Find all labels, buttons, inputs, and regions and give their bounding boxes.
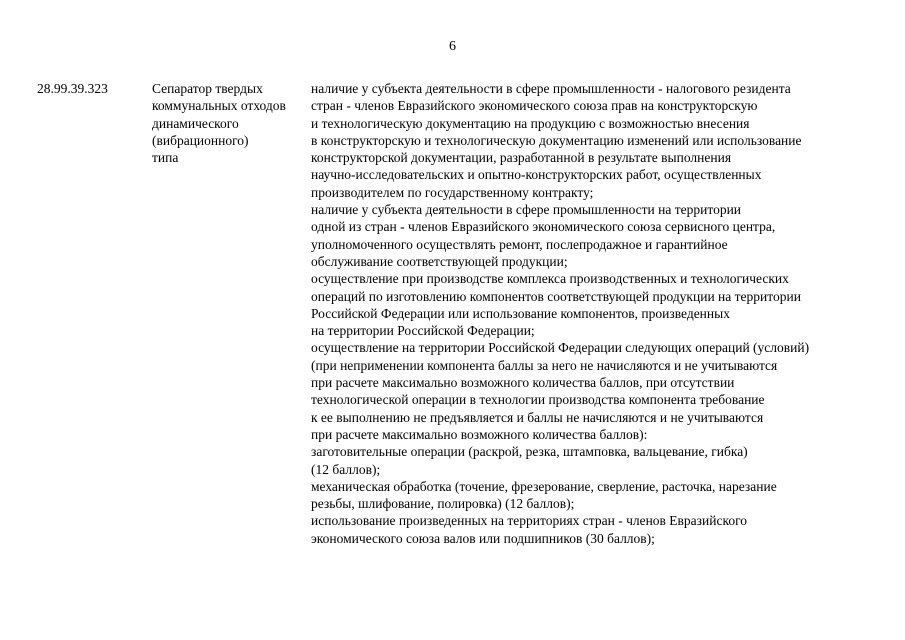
product-name-line: коммунальных отходов [152,98,286,114]
requirement-line: конструкторской документации, разработанной в результате выполнения [311,150,732,166]
requirement-line: наличие у субъекта деятельности в сфере промышленности на территории [311,202,742,218]
requirement-line: операций по изготовлению компонентов соответствующей продукции на территории [311,288,801,304]
requirement-line: использование произведенных на территориях стран - членов Евразийского [311,513,748,529]
product-name-line: (вибрационного) [152,132,249,148]
requirement-line: осуществление на территории Российской Федерации следующих операций (условий) [311,340,810,356]
requirement-line: технологической операции в технологии производства компонента требование [311,392,765,408]
requirement-line: научно-исследовательских и опытно-конструкторских работ, осуществленных [311,167,762,183]
requirement-line: в конструкторскую и технологическую документацию изменений или использование [311,132,802,148]
requirement-line: при расчете максимально возможного количества баллов, при отсутствии [311,375,735,391]
requirement-line: к ее выполнению не предъявляется и баллы не начисляются и не учитываются [311,409,764,425]
requirements-text [311,80,891,547]
page-number: 6 [449,39,456,54]
requirement-line: одной из стран - членов Евразийского экономического союза сервисного центра, [311,219,776,235]
requirement-line: (при неприменении компонента баллы за него не начисляются и не учитываются [311,357,778,373]
product-code: 28.99.39.323 [37,81,108,96]
requirement-line: механическая обработка (точение, фрезерование, сверление, расточка, нарезание [311,478,777,494]
requirement-line: (12 баллов); [311,461,381,477]
requirement-line: стран - членов Евразийского экономического союза прав на конструкторскую [311,98,758,114]
requirement-line: производителем по государственному контракту; [311,184,594,200]
requirement-line: при расчете максимально возможного количества баллов): [311,426,648,442]
requirement-line: и технологическую документацию на продукцию с возможностью внесения [311,115,750,131]
product-name-line: типа [152,150,179,166]
requirement-line: на территории Российской Федерации; [311,323,535,339]
product-name-line: динамического [152,115,239,131]
requirement-line: наличие у субъекта деятельности в сфере промышленности - налогового резидента [311,81,791,96]
product-name [152,80,308,166]
requirement-line: осуществление при производстве комплекса производственных и технологических [311,271,789,287]
requirement-line: резьбы, шлифование, полировка) (12 баллов); [311,496,575,512]
requirement-line: заготовительные операции (раскрой, резка, штамповка, вальцевание, гибка) [311,444,748,460]
product-name-line: Сепаратор твердых [152,81,263,96]
requirement-line: Российской Федерации или использование компонентов, произведенных [311,305,730,321]
requirement-line: уполномоченного осуществлять ремонт, послепродажное и гарантийное [311,236,728,252]
requirement-line: экономического союза валов или подшипников (30 баллов); [311,530,655,546]
requirement-line: обслуживание соответствующей продукции; [311,253,568,269]
